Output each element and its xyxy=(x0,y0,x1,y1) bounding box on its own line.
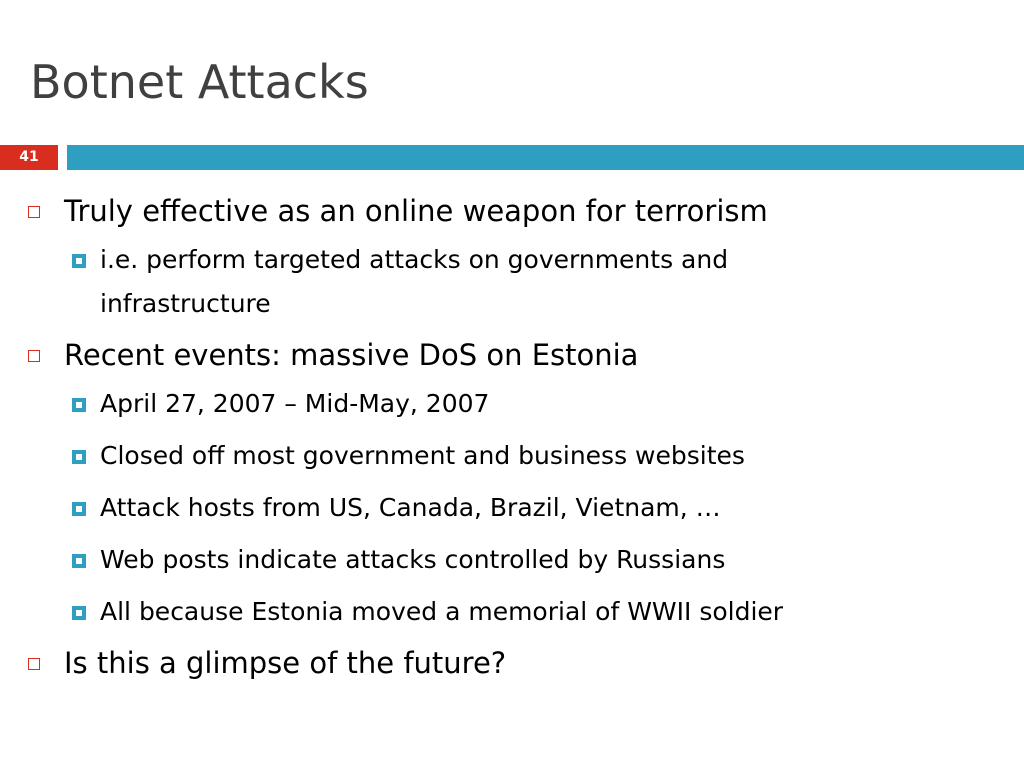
square-bullet-icon xyxy=(72,254,86,268)
hollow-square-bullet-icon xyxy=(28,658,40,670)
bullet-level2 xyxy=(72,382,988,426)
square-bullet-icon xyxy=(72,450,86,464)
sub-bullet-text: April 27, 2007 – Mid-May, 2007 xyxy=(100,389,490,418)
bullet-text: Truly effective as an online weapon for terrorism xyxy=(64,194,768,228)
sub-bullet-text: Web posts indicate attacks controlled by Russians xyxy=(100,545,726,574)
slide-content xyxy=(28,190,988,690)
hollow-square-bullet-icon xyxy=(28,350,40,362)
square-bullet-icon xyxy=(72,554,86,568)
bullet-level1 xyxy=(28,642,988,684)
sub-bullet-text: Attack hosts from US, Canada, Brazil, Vietnam, … xyxy=(100,493,721,522)
bullet-level2 xyxy=(72,486,988,530)
slide-number-badge: 41 xyxy=(0,145,58,170)
sub-bullet-text: All because Estonia moved a memorial of WWII soldier xyxy=(100,597,784,626)
bullet-text: Recent events: massive DoS on Estonia xyxy=(64,338,639,372)
bullet-level2 xyxy=(72,238,880,326)
title-accent-bar xyxy=(67,145,1024,170)
bullet-level2 xyxy=(72,434,988,478)
sub-bullet-text: i.e. perform targeted attacks on governments and infrastructure xyxy=(100,245,729,318)
square-bullet-icon xyxy=(72,398,86,412)
hollow-square-bullet-icon xyxy=(28,206,40,218)
slide-title: Botnet Attacks xyxy=(30,55,369,109)
square-bullet-icon xyxy=(72,606,86,620)
sub-bullet-text: Closed off most government and business websites xyxy=(100,441,745,470)
bullet-level1 xyxy=(28,190,988,232)
square-bullet-icon xyxy=(72,502,86,516)
bullet-text: Is this a glimpse of the future? xyxy=(64,646,507,680)
bullet-level2 xyxy=(72,538,988,582)
bullet-level1 xyxy=(28,334,988,376)
bullet-level2 xyxy=(72,590,988,634)
